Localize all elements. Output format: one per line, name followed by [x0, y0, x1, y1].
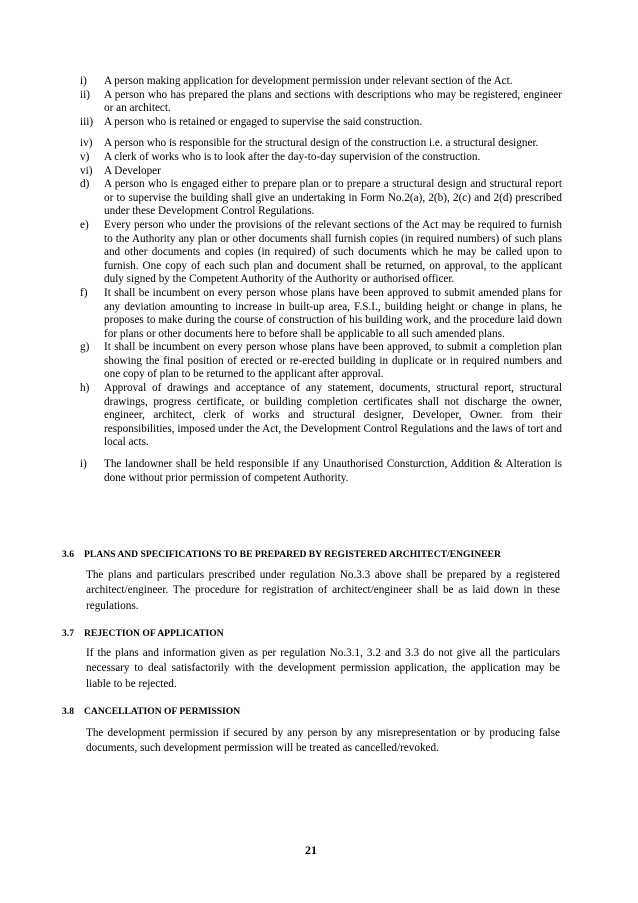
list-item — [80, 341, 562, 382]
list-marker: iii) — [80, 115, 94, 128]
list-item — [80, 219, 562, 287]
list-marker: h) — [80, 382, 90, 395]
section-body: The plans and particulars prescribed under regulation No.3.3 above shall be prepared by a registered architect/engineer. The procedure for registration of architect/engineer shall be as laid down in these regulations. — [86, 569, 560, 612]
list-text: A person who is responsible for the structural design of the construction i.e. a structural designer. — [104, 137, 539, 150]
list-marker: e) — [80, 218, 89, 231]
section-body: If the plans and information given as per regulation No.3.1, 3.2 and 3.3 do not give all the particulars necessary to deal satisfactorily with the development permission application, the application may be liable to be rejected. — [86, 647, 560, 690]
list-text: A person who has prepared the plans and sections with descriptions who may be registered, engineer or an architect. — [104, 88, 562, 115]
list-marker: ii) — [80, 88, 90, 101]
list-text: A Developer — [104, 164, 161, 177]
section-heading — [62, 549, 501, 560]
list-text: It shall be incumbent on every person whose plans have been approved to submit amended plans for any deviation amounting to increase in built-up area, F.S.I., building height or change in plans, he proposes to make during the course of construction of his building work, and the procedure laid down for plans or other documents here to before shall be applicable to all such amended plans. — [104, 286, 562, 340]
section-number: 3.7 — [62, 628, 74, 639]
section-heading — [62, 628, 224, 639]
list-item — [80, 178, 562, 219]
list-item — [80, 458, 562, 485]
list-text: Every person who under the provisions of the relevant sections of the Act may be required to furnish to the Authority any plan or other documents shall furnish copies (in required numbers) of such plans and other documents and copies (in required) of such documents which he may be called upon to furnish. One copy of each such plan and document shall be returned, on approval, to the applicant duly signed by the Competent Authority of the Authority or authorised officer. — [104, 218, 562, 286]
section-number: 3.8 — [62, 706, 74, 717]
list-marker: vi) — [80, 164, 93, 177]
list-text: It shall be incumbent on every person whose plans have been approved, to submit a completion plan showing the final position of erected or re-erected building in duplicate or in required numbers and one copy of plan to be returned to the applicant after approval. — [104, 341, 562, 381]
list-text: A person who is retained or engaged to supervise the said construction. — [104, 115, 423, 128]
list-marker: iv) — [80, 137, 93, 150]
section-body: The development permission if secured by any person by any misrepresentation or by producing false documents, such development permission will be treated as cancelled/revoked. — [86, 727, 560, 755]
list-item — [80, 165, 562, 179]
list-marker: f) — [80, 286, 88, 299]
list-marker: i) — [80, 458, 87, 471]
list-marker: i) — [80, 75, 87, 87]
list-text: A clerk of works who is to look after the day-to-day supervision of the construction. — [104, 150, 481, 163]
list-item — [80, 89, 562, 116]
list-item — [80, 287, 562, 341]
section-title: PLANS AND SPECIFICATIONS TO BE PREPARED BY REGISTERED ARCHITECT/ENGINEER — [84, 549, 501, 560]
section-heading — [62, 706, 240, 717]
list-item — [80, 137, 562, 151]
list-marker: v) — [80, 150, 90, 163]
section-title: CANCELLATION OF PERMISSION — [84, 706, 241, 717]
list-item — [80, 382, 562, 450]
responsibility-list — [80, 75, 562, 485]
list-marker: d) — [80, 178, 90, 191]
list-text: Approval of drawings and acceptance of any statement, documents, structural report, structural drawings, progress certificate, or building completion certificates shall not discharge the owner, engineer, architect, clerk of works and structural designer, Developer, Owner. from their responsibilities, imposed under the Act, the Development Control Regulations and the laws of tort and local acts. — [104, 382, 562, 449]
section-number: 3.6 — [62, 549, 74, 560]
list-item — [80, 116, 562, 130]
list-text: A person who is engaged either to prepare plan or to prepare a structural design and structural report or to supervise the building shall give an undertaking in Form No.2(a), 2(b), 2(c) and 2(d) prescribed under these Development Control Regulations. — [104, 178, 562, 218]
page-number: 21 — [305, 843, 317, 857]
list-text: A person making application for development permission under relevant section of the Act. — [104, 75, 513, 87]
list-text: The landowner shall be held responsible if any Unauthorised Consturction, Addition & Alteration is done without prior permission of competent Authority. — [104, 458, 562, 484]
list-item — [80, 151, 562, 165]
list-item — [80, 75, 562, 89]
section-title: REJECTION OF APPLICATION — [84, 628, 224, 639]
list-marker: g) — [80, 341, 90, 354]
